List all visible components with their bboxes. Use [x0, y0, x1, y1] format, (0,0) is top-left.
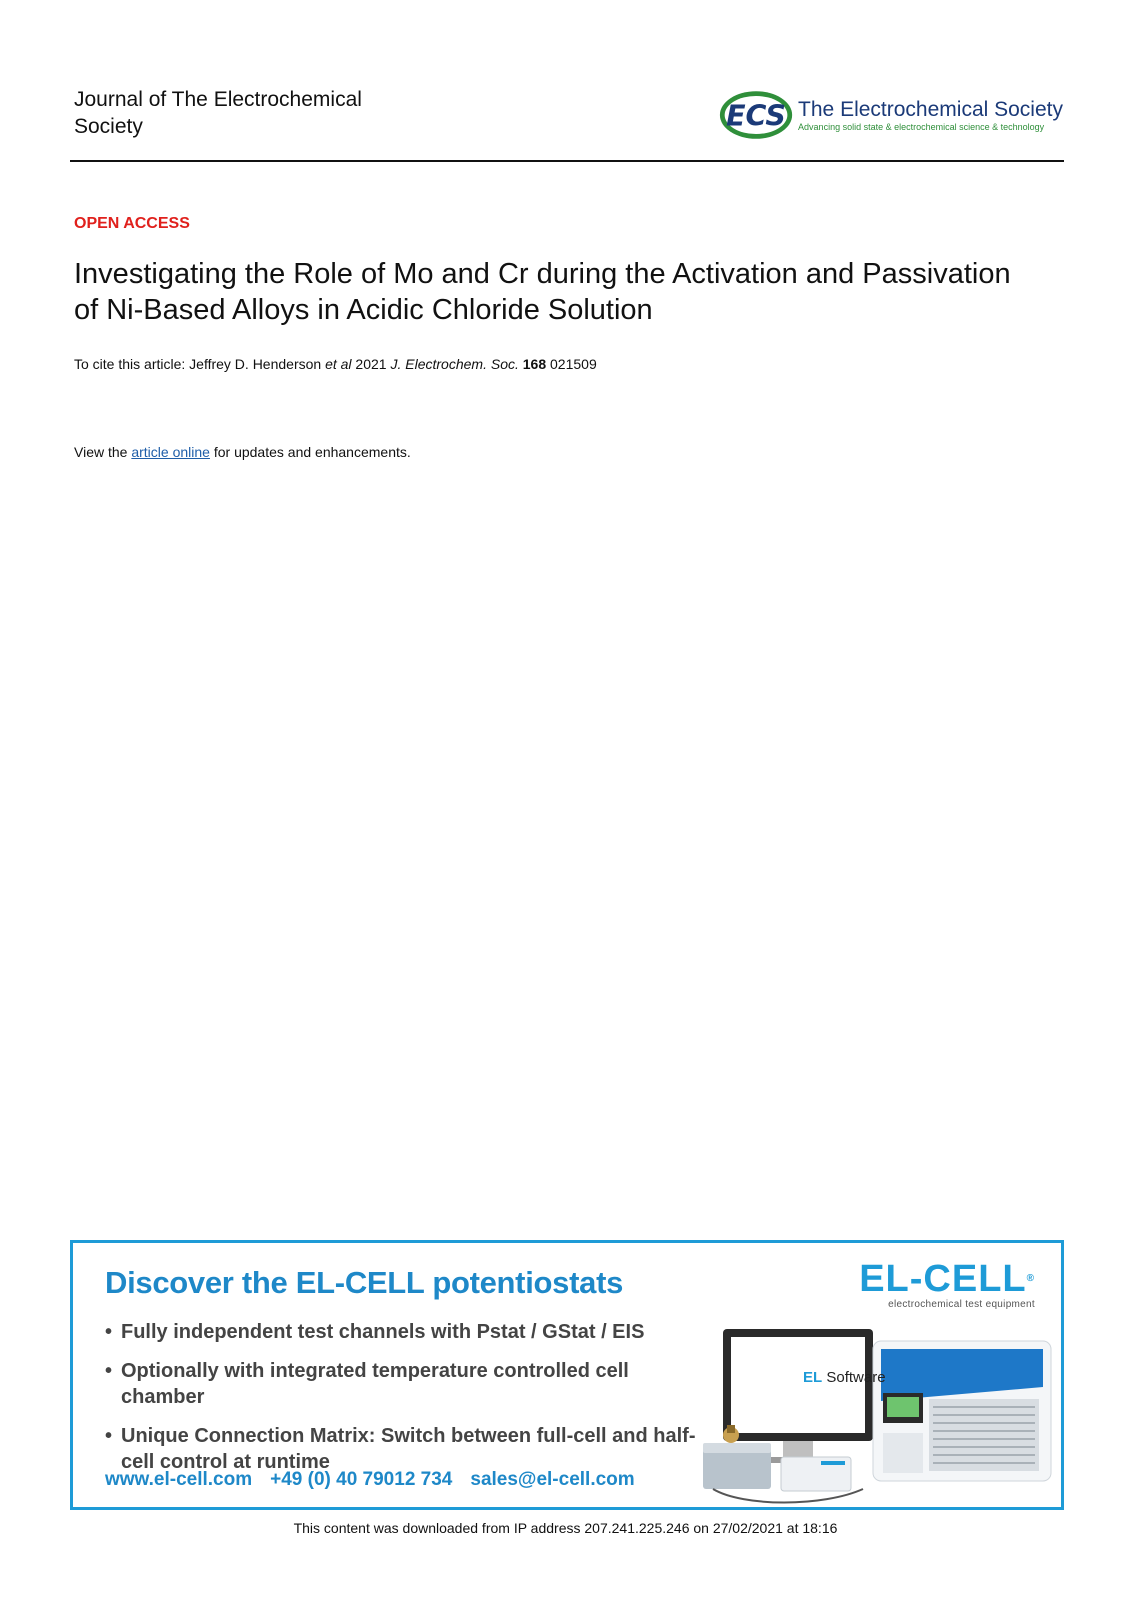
view-online	[74, 444, 411, 460]
ad-contact	[105, 1469, 635, 1491]
ad-product-illustration	[703, 1329, 1063, 1509]
citation-year: 2021	[351, 356, 391, 372]
el-software-prefix: EL	[803, 1369, 823, 1386]
citation	[74, 356, 597, 372]
cell-unit-icon	[703, 1449, 771, 1489]
ecs-tagline: Advancing solid state & electrochemical science & technology	[798, 121, 1045, 132]
el-cell-logo-tagline: electrochemical test equipment	[888, 1299, 1035, 1310]
article-title: Investigating the Role of Mo and Cr during the Activation and Passivation of Ni-Based Alloys in Acidic Chloride Solution	[74, 258, 1011, 326]
potentiostat-illustration-icon	[703, 1329, 1063, 1509]
el-software-name: Software	[826, 1369, 886, 1386]
ecs-logo[interactable]	[718, 86, 1063, 144]
el-software-label	[803, 1369, 886, 1386]
view-online-suffix: for updates and enhancements.	[209, 444, 411, 460]
citation-volume: 168	[522, 356, 547, 372]
ecs-mark-text: ECS	[726, 99, 786, 133]
ad-bullet-list	[105, 1319, 705, 1488]
citation-prefix: To cite this article: Jeffrey D. Henderson	[74, 356, 326, 372]
el-cell-logo-name: EL-CELL	[859, 1258, 1027, 1300]
ad-email-link[interactable]: sales@el-cell.com	[470, 1469, 635, 1490]
citation-et-al: et al	[325, 356, 352, 372]
ad-website-link[interactable]: www.el-cell.com	[105, 1469, 253, 1490]
el-cell-advertisement[interactable]	[70, 1240, 1064, 1510]
ecs-logo-icon	[718, 87, 794, 143]
download-note: This content was downloaded from IP address 207.241.225.246 on 27/02/2021 at 18:16	[293, 1520, 838, 1536]
el-cell-logo	[859, 1259, 1035, 1319]
view-online-prefix: View the	[74, 444, 132, 460]
ad-headline: Discover the EL-CELL potentiostats	[105, 1265, 624, 1300]
ad-bullet: • Optionally with integrated temperature controlled cell chamber	[105, 1358, 705, 1410]
ad-bullet: • Unique Connection Matrix: Switch between full-cell and half-cell control at runtime	[105, 1423, 705, 1475]
ecs-name: The Electrochemical Society	[798, 97, 1063, 121]
journal-title: Journal of The Electrochemical Society	[74, 88, 362, 138]
ad-phone: +49 (0) 40 79012 734	[270, 1469, 453, 1490]
open-access-label: OPEN ACCESS	[74, 215, 190, 232]
citation-journal: J. Electrochem. Soc.	[390, 356, 519, 372]
article-online-link[interactable]: article online	[131, 444, 210, 460]
ad-bullet: • Fully independent test channels with Pstat / GStat / EIS	[105, 1319, 705, 1345]
header-divider	[70, 160, 1064, 162]
registered-mark: ®	[1026, 1273, 1035, 1284]
citation-article-number: 021509	[546, 356, 597, 372]
